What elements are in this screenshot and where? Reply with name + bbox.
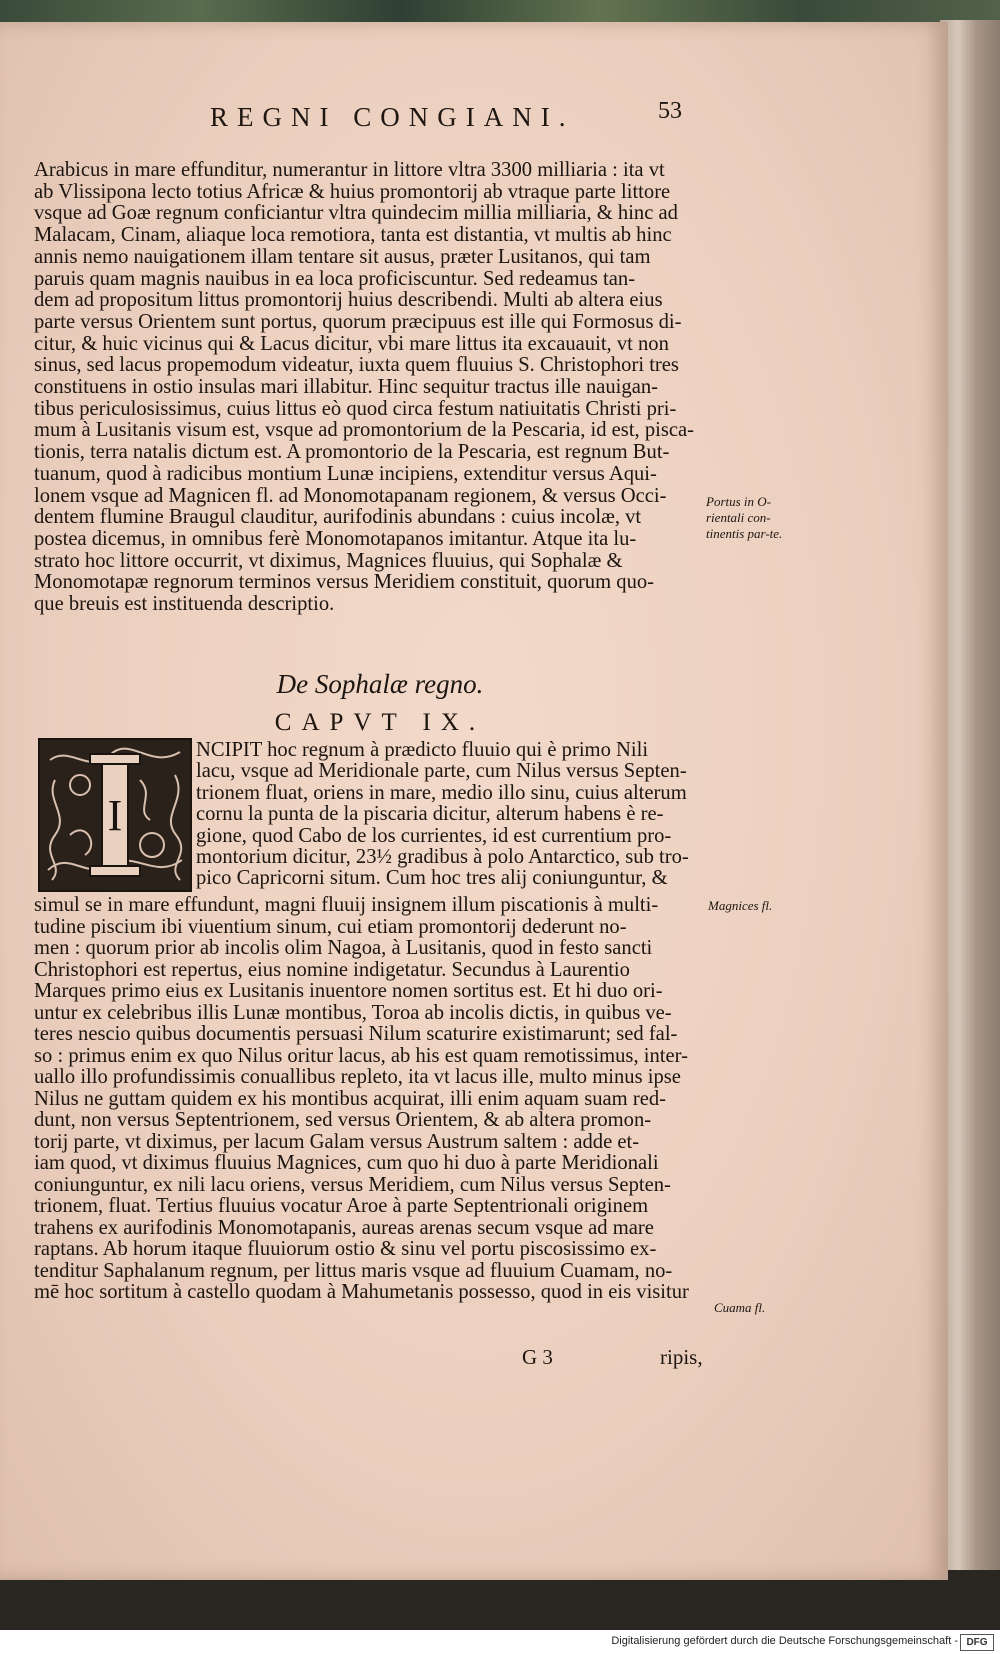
text-line: montorium dicitur, 23½ gradibus à polo Antarctico, sub tro-	[196, 846, 689, 869]
page-foot	[0, 1345, 948, 1369]
text-line: Malacam, Cinam, aliaque loca remotiora, tanta est distantia, vt multis ab hinc	[34, 224, 672, 247]
text-line: Marques primo eius ex Lusitanis inuentore nomen sortitus est. Et hi duo ori-	[34, 980, 663, 1002]
text-line: vsque ad Goæ regnum conficiantur vltra quindecim millia milliaria, & hinc ad	[34, 202, 678, 225]
text-line: ab Vlissipona lecto totius Africæ & huius promontorij ab vtraque parte littore	[34, 180, 671, 203]
text-line: mum à Lusitanis visum est, vsque ad promontorium de la Pescaria, id est, pisca-	[34, 419, 695, 442]
text-line: postea dicemus, in omnibus ferè Monomotapanos imitantur. Atque ita lu-	[34, 527, 637, 550]
text-line: iam quod, vt diximus fluuius Magnices, cum quo hi duo à parte Meridionali	[34, 1152, 659, 1174]
chapter-text-beside-initial	[196, 740, 716, 890]
text-line: dunt, non versus Septentrionem, sed versus Orientem, & ab altera promon-	[34, 1109, 652, 1131]
text-line: pico Capricorni situm. Cum hoc tres alij coniunguntur, &	[196, 867, 668, 890]
page-number: 53	[658, 98, 682, 124]
svg-text:I: I	[107, 791, 123, 840]
text-line: lonem vsque ad Magnicen fl. ad Monomotapanam regionem, & versus Occi-	[34, 484, 667, 507]
text-line: tudine piscium ibi viuentium sinum, cui etiam promontorij dederunt no-	[34, 915, 627, 938]
text-line: constituens in ostio insulas mari illabitur. Hinc sequitur tractus ille nauigan-	[34, 376, 658, 399]
text-line: uallo illo profundissimis conuallibus repleto, ita vt lacus ille, multo minus ipse	[34, 1066, 681, 1088]
marginal-note-cuama: Cuama fl.	[714, 1300, 766, 1315]
text-line: que breuis est instituenda descriptio.	[34, 593, 335, 616]
decorated-initial	[38, 738, 192, 892]
text-line: men : quorum prior ab incolis olim Nagoa, à Lusitanis, quod in festo sancti	[34, 937, 653, 959]
digitization-footer	[0, 1630, 1000, 1654]
text-line: torij parte, vt diximus, per lacum Galam versus Austrum saltem : adde et-	[34, 1130, 640, 1153]
text-line: Monomotapæ regnorum terminos versus Meridiem constituit, quorum quo-	[34, 571, 655, 594]
text-line: Arabicus in mare effunditur, numerantur in littore vltra 3300 milliaria : ita vt	[34, 159, 665, 181]
text-line: strato hoc littore occurrit, vt diximus, Magnices fluuius, qui Sophalæ &	[34, 549, 623, 572]
text-line: untur ex celebribus illis Lunæ montibus, Toroa ab incolis dictis, in quibus ve-	[34, 1001, 672, 1024]
text-line: gione, quod Cabo de los currientes, id est currentium pro-	[196, 824, 672, 847]
text-line: tibus periculosissimus, cuius littus eò quod circa festum natiuitatis Christi pri-	[34, 397, 677, 420]
decorated-initial-icon	[40, 740, 190, 890]
text-line: cornu la punta de la piscaria dicitur, alterum habens è re-	[196, 803, 664, 826]
page-header	[0, 98, 948, 142]
book-page	[0, 22, 948, 1580]
text-line: Nilus ne guttam quidem ex his montibus acquirat, illi enim aquam suam red-	[34, 1087, 666, 1110]
book-page-edges	[940, 20, 1000, 1590]
text-line: tenditur Saphalanum regnum, per littus maris vsque ad fluuium Cuamam, no-	[34, 1259, 673, 1282]
footer-credit: Digitalisierung gefördert durch die Deutsche Forschungsgemeinschaft -	[611, 1635, 958, 1647]
text-line: trionem, fluat. Tertius fluuius vocatur Aroe à parte Septentrionali originem	[34, 1195, 649, 1217]
chapter-text	[34, 895, 724, 1304]
text-line: simul se in mare effundunt, magni fluuij insignem illum piscationis à multi-	[34, 894, 659, 916]
chapter-number: CAPVT IX.	[274, 709, 486, 736]
text-line: citur, & huic vicinus qui & Lacus dicitur, vbi mare littus ita excauauit, vt non	[34, 332, 669, 355]
text-line: dem ad propositum littus promontorij huius describendi. Multi ab altera eius	[34, 289, 663, 312]
catchword: ripis,	[660, 1345, 703, 1369]
dfg-logo-icon: DFG	[960, 1634, 994, 1651]
running-head: REGNI CONGIANI.	[210, 102, 575, 132]
text-line: parte versus Orientem sunt portus, quorum præcipuus est ille qui Formosus di-	[34, 310, 682, 333]
text-line: tuanum, quod à radicibus montium Lunæ incipiens, extenditur versus Aqui-	[34, 462, 657, 485]
text-line: annis nemo nauigationem illam tentare sit ausus, præter Lusitanos, qui tam	[34, 245, 651, 268]
text-line: Christophori est repertus, eius nomine indigetatur. Secundus à Laurentio	[34, 958, 630, 981]
text-line: raptans. Ab horum itaque fluuiorum ostio & sinu vel portu piscosissimo ex-	[34, 1238, 657, 1260]
text-line: dentem flumine Braugul clauditur, aurifodinis abundans : cuius incolæ, vt	[34, 506, 642, 529]
text-line: trahens ex aurifodinis Monomotapanis, aureas arenas secum vsque ad mare	[34, 1216, 654, 1239]
text-line: sinus, sed lacus propemodum videatur, iuxta quem fluuius S. Christophori tres	[34, 354, 679, 377]
body-text	[34, 160, 724, 616]
text-line: tionis, terra natalis dictum est. A promontorio de la Pescaria, est regnum But-	[34, 441, 670, 464]
text-line: trionem fluat, oriens in mare, medio illo sinu, cuius alterum	[196, 781, 687, 804]
text-line: NCIPIT hoc regnum à prædicto fluuio qui è primo Nili	[196, 739, 649, 761]
text-line: so : primus enim ex quo Nilus oritur lacus, ab his est quam remotissimus, inter-	[34, 1044, 688, 1067]
text-line: paruis quam magnis nauibus in ea loca proficiscuntur. Sed redeamus tan-	[34, 267, 636, 290]
marginal-note-portus: Portus in O-rientali con-tinentis par-te.	[706, 494, 783, 541]
text-line: mē hoc sortitum à castello quodam à Mahumetanis possesso, quod in eis visitur	[34, 1281, 689, 1303]
marginal-note-magnices: Magnices fl.	[708, 898, 773, 913]
text-line: lacu, vsque ad Meridionale parte, cum Nilus versus Septen-	[196, 760, 687, 783]
text-line: teres nescio quibus documentis persuasi Nilum scaturire existimarunt; sed fal-	[34, 1023, 678, 1045]
signature-mark: G 3	[522, 1345, 553, 1369]
text-line: coniunguntur, ex nili lacu oriens, versus Meridiem, cum Nilus versus Septen-	[34, 1173, 671, 1196]
chapter-title: De Sophalæ regno.	[276, 669, 484, 699]
